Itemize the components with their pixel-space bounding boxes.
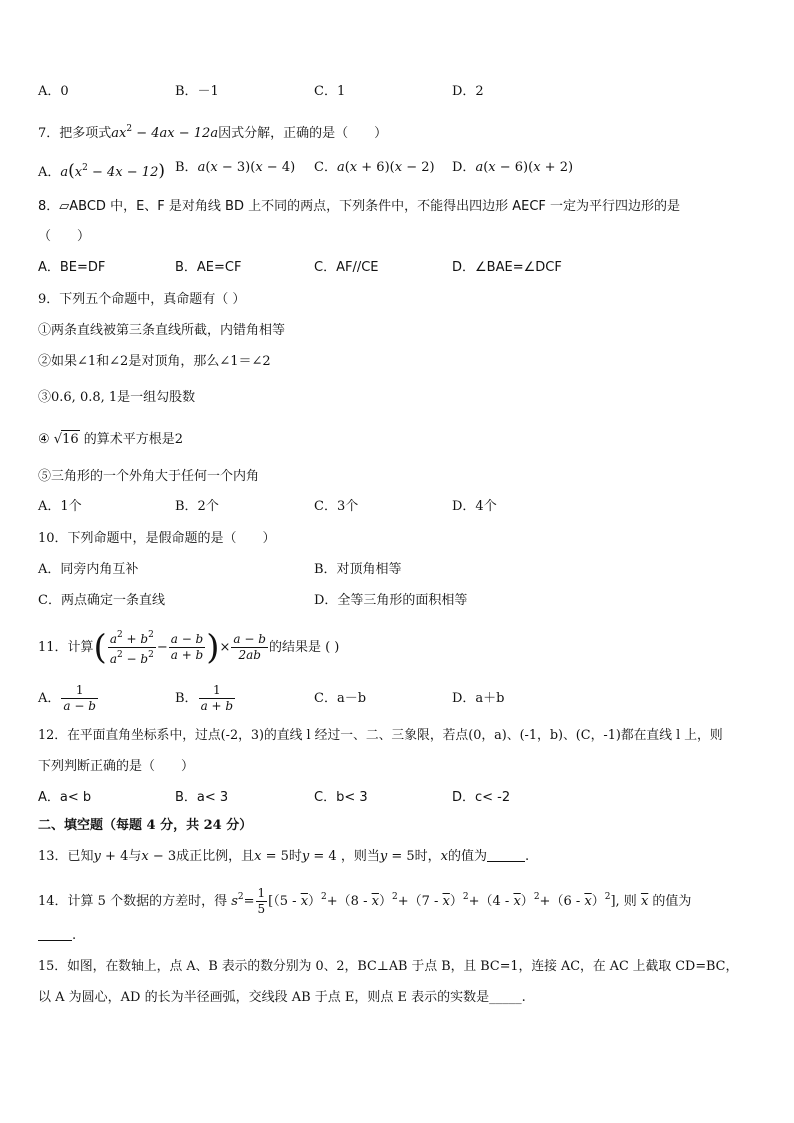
q11-frac-2: $\frac{a - b}{a + b}$ [170, 632, 204, 662]
q9-item-2: ②如果∠1和∠2是对顶角，那么∠1＝∠2 [38, 354, 271, 369]
q7-option-c: C．a(x + 6)(x − 2) [314, 160, 435, 175]
q10-option-d: D．全等三角形的面积相等 [314, 593, 468, 608]
q8-option-b: B．AE=CF [175, 260, 242, 275]
q12-option-c: C．b< 3 [314, 790, 368, 805]
q11-stem: 11．计算( $\frac{a^2 + b^2}{a^2 - b^2}$ − $\frac{a - b}{a + b}$ )× $\frac{a - b}{2ab}$ 的结果是 ( ) [38, 627, 340, 668]
q11-option-a: A． $\frac{1}{a - b}$ [38, 683, 96, 713]
q7-option-a: A．$a(x^2 - 4x - 12)$ [38, 161, 165, 181]
q11-frac-3: $\frac{a - b}{2ab}$ [233, 632, 266, 662]
q8-paren: （ ） [38, 229, 91, 244]
q7-option-d: D．a(x − 6)(x + 2) [452, 160, 574, 175]
q6-option-c: C．1 [314, 84, 346, 99]
q15-line-2: 以 A 为圆心，AD 的长为半径画弧，交线段 AB 于点 E，则点 E 表示的实数是_____. [38, 990, 526, 1005]
q9-item-4: ④ √16 的算术平方根是2 [38, 432, 184, 447]
q14-fraction: $\frac{1}{5}$ [257, 886, 266, 916]
q6-option-b: B．－1 [175, 84, 219, 99]
q8-stem: 8．▱ABCD 中，E、F 是对角线 BD 上不同的两点，下列条件中，不能得出四边形 AECF 一定为平行四边形的是 [38, 199, 681, 214]
q10-option-b: B．对顶角相等 [314, 562, 402, 577]
q14-line-2: . [38, 927, 76, 945]
q9-item-1: ①两条直线被第三条直线所截，内错角相等 [38, 323, 286, 338]
q11-option-d: D．a＋b [452, 691, 505, 706]
q6-option-d: D．2 [452, 84, 484, 99]
q7-stem: 7．把多项式$ax^2 - 4ax - 12a$因式分解，正确的是（ ） [38, 124, 388, 141]
q9-option-c: C．3个 [314, 499, 359, 514]
q9-option-a: A．1个 [38, 499, 82, 514]
q15-line-1: 15．如图，在数轴上，点 A、B 表示的数分别为 0、2，BC⊥AB 于点 B，且 BC=1，连接 AC，在 AC 上截取 CD=BC， [38, 959, 739, 974]
q10-option-a: A．同旁内角互补 [38, 562, 139, 577]
q8-option-a: A．BE=DF [38, 260, 106, 275]
q12-option-b: B．a< 3 [175, 790, 229, 805]
q11-frac-1: $\frac{a^2 + b^2}{a^2 - b^2}$ [109, 630, 154, 666]
q9-option-b: B．2个 [175, 499, 219, 514]
q9-stem: 9．下列五个命题中，真命题有（ ） [38, 292, 246, 307]
q13-stem: 13．已知y + 4与x − 3成正比例，且x = 5时y = 4 ，则当y = 5时，x的值为 . [38, 849, 530, 864]
q9-item-5: ⑤三角形的一个外角大于任何一个内角 [38, 469, 260, 484]
q9-option-d: D．4个 [452, 499, 497, 514]
q11-option-c: C．a－b [314, 691, 367, 706]
q10-stem: 10．下列命题中，是假命题的是（ ） [38, 531, 276, 546]
q8-option-c: C．AF//CE [314, 260, 379, 275]
q14-line-1: 14．计算 5 个数据的方差时，得 $s^2=$ $\frac{1}{5}$ $[(5 - \overline{x})^2+(8 - \overline{x})^2+(7 - \overline{x})^2+(4 - \overline{x})^2+(6 - \overline{x})^2]$, 则 $\overline{x}$ 的值为 [38, 886, 692, 916]
q7-expression: $ax^2 - 4ax - 12a$ [111, 124, 219, 141]
q12-option-a: A．a< b [38, 790, 92, 805]
q12-option-d: D．c< -2 [452, 790, 511, 805]
section-2-heading: 二、填空题（每题 4 分，共 24 分） [38, 818, 253, 833]
q8-option-d: D．∠BAE=∠DCF [452, 260, 562, 275]
q10-option-c: C．两点确定一条直线 [38, 593, 165, 608]
q12-line-1: 12．在平面直角坐标系中，过点(-2，3)的直线 l 经过一、二、三象限，若点(0，a)、(-1，b)、(C，-1)都在直线 l 上，则 [38, 728, 723, 743]
q11-option-b: B． $\frac{1}{a + b}$ [175, 683, 234, 713]
q7-option-b: B．a(x − 3)(x − 4) [175, 160, 296, 175]
q12-line-2: 下列判断正确的是（ ） [38, 759, 195, 774]
q9-item-3: ③0.6, 0.8, 1是一组勾股数 [38, 390, 196, 405]
q6-option-a: A．0 [38, 84, 69, 99]
